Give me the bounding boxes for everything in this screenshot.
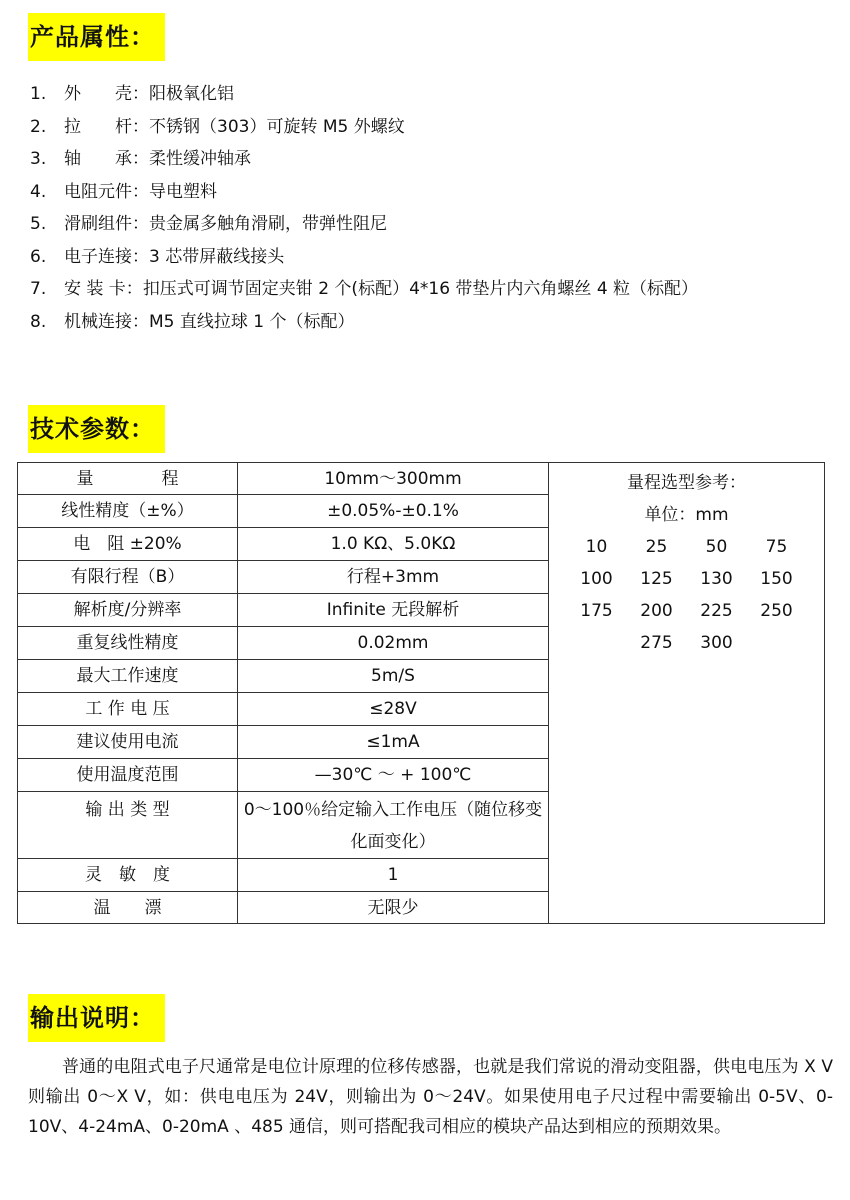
spec-table <box>17 462 825 924</box>
spec-name: 电 阻 ±20% <box>18 528 238 561</box>
range-value: 300 <box>700 633 733 653</box>
spec-name: 有限行程（B） <box>18 561 238 594</box>
list-item: 3. 轴 承：柔性缓冲轴承 <box>30 149 251 169</box>
spec-value: ±0.05%-±0.1% <box>238 495 549 528</box>
spec-value: 10mm～300mm <box>238 463 549 495</box>
range-reference-grid <box>549 531 824 659</box>
spec-value: 1 <box>238 859 549 892</box>
spec-value: 0.02mm <box>238 627 549 660</box>
list-item: 5. 滑刷组件：贵金属多触角滑刷，带弹性阻尼 <box>30 214 387 234</box>
range-reference-title: 量程选型参考： <box>627 473 746 493</box>
spec-value: ≤1mA <box>238 726 549 759</box>
list-item: 7. 安 装 卡：扣压式可调节固定夹钳 2 个(标配）4*16 带垫片内六角螺丝 4 粒（标配） <box>30 279 699 299</box>
range-value: 275 <box>640 633 673 653</box>
list-item: 8. 机械连接：M5 直线拉球 1 个（标配） <box>30 311 355 332</box>
spec-value: 无限少 <box>238 892 549 924</box>
spec-name: 建议使用电流 <box>18 726 238 759</box>
spec-value: 1.0 KΩ、5.0KΩ <box>238 528 549 561</box>
attribute-list <box>30 78 698 338</box>
range-value: 75 <box>765 537 788 557</box>
range-value <box>567 627 627 659</box>
spec-name: 最大工作速度 <box>18 660 238 693</box>
range-value: 100 <box>580 569 613 589</box>
range-value: 175 <box>580 601 613 621</box>
list-item: 4. 电阻元件：导电塑料 <box>30 181 217 202</box>
range-value: 10 <box>585 537 608 557</box>
range-reference-panel <box>549 463 825 924</box>
section-title-output: 输出说明： <box>28 994 165 1042</box>
list-item: 1. 外 壳：阳极氧化铝 <box>30 84 234 104</box>
range-reference-unit: 单位：mm <box>644 505 729 525</box>
range-value: 25 <box>645 537 668 557</box>
list-item: 6. 电子连接：3 芯带屏蔽线接头 <box>30 246 285 267</box>
spec-name: 重复线性精度 <box>18 627 238 660</box>
range-value: 225 <box>700 601 733 621</box>
range-value: 130 <box>700 569 733 589</box>
section-title-attributes: 产品属性： <box>28 13 165 61</box>
spec-name: 解析度/分辨率 <box>18 594 238 627</box>
spec-name: 量 程 <box>18 463 238 495</box>
range-value: 125 <box>640 569 673 589</box>
section-title-tech: 技术参数： <box>28 405 165 453</box>
range-value: 200 <box>640 601 673 621</box>
range-value: 250 <box>760 601 793 621</box>
spec-value: Infinite 无段解析 <box>238 594 549 627</box>
range-value <box>747 627 807 659</box>
table-row <box>18 463 825 495</box>
spec-name: 线性精度（±%） <box>18 495 238 528</box>
spec-value: 行程+3mm <box>238 561 549 594</box>
list-item: 2. 拉 杆：不锈钢（303）可旋转 M5 外螺纹 <box>30 116 405 137</box>
spec-name: 温 漂 <box>18 892 238 924</box>
spec-name: 输 出 类 型 <box>18 792 238 859</box>
spec-name: 使用温度范围 <box>18 759 238 792</box>
spec-value: 0～100％给定输入工作电压（随位移变化面变化） <box>238 792 549 859</box>
output-description: 普通的电阻式电子尺通常是电位计原理的位移传感器，也就是我们常说的滑动变阻器，供电电压为 X V 则输出 0～X V，如：供电电压为 24V，则输出为 0～24V。如果使用电子尺过程中需要输出 0-5V、0-10V、4-24mA、0-20mA 、485 通信，则可搭配我司相应的模块产品达到相应的预期效果。 <box>28 1057 833 1137</box>
spec-value: —30℃ ～ + 100℃ <box>238 759 549 792</box>
spec-name: 灵 敏 度 <box>18 859 238 892</box>
range-value: 50 <box>705 537 728 557</box>
range-value: 150 <box>760 569 793 589</box>
spec-value: 5m/S <box>238 660 549 693</box>
spec-value: ≤28V <box>238 693 549 726</box>
spec-name: 工 作 电 压 <box>18 693 238 726</box>
